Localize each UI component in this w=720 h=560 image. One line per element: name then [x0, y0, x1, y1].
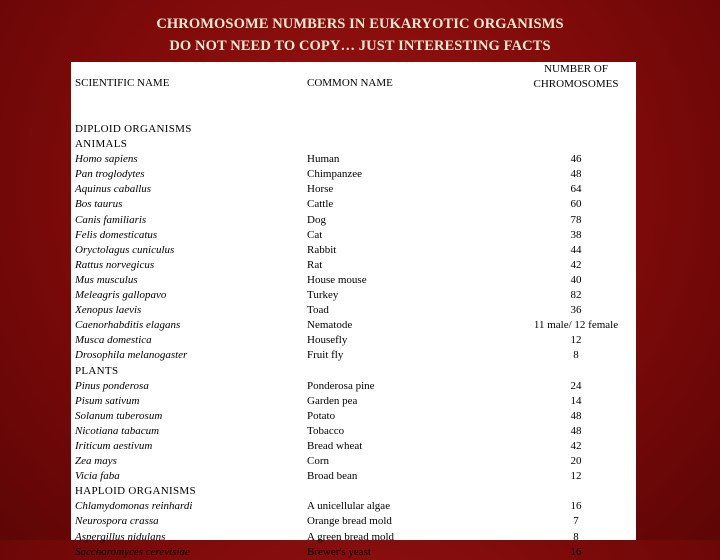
scientific-name-cell: Aquinus caballus: [75, 183, 152, 196]
scientific-name-cell: Xenopus laevis: [75, 304, 142, 317]
chromosome-count-cell: 16: [570, 500, 582, 513]
scientific-name-cell: Aspergillus nidulans: [75, 530, 166, 543]
header-number-line2: CHROMOSOMES: [533, 78, 619, 90]
chromosome-count-cell: 7: [573, 515, 579, 528]
common-name-cell: A unicellular algae: [307, 500, 391, 513]
chromosome-count-cell: 48: [570, 168, 582, 181]
common-name-cell: Garden pea: [307, 394, 358, 407]
table-row: [71, 394, 636, 409]
table-row: [71, 454, 636, 469]
table-row: [71, 288, 636, 303]
table-row: [71, 439, 636, 454]
chromosome-count-cell: 8: [573, 349, 579, 362]
scientific-name-cell: Pisum sativum: [75, 394, 140, 407]
table-row: [71, 318, 636, 333]
scientific-name-cell: Rattus norvegicus: [75, 258, 155, 271]
header-common-name: COMMON NAME: [307, 77, 393, 89]
scientific-name-cell: Meleagris gallopavo: [75, 289, 167, 302]
common-name-cell: Cattle: [307, 198, 334, 211]
table-row: [71, 243, 636, 258]
table-row: [71, 424, 636, 439]
chromosome-count-cell: 44: [570, 243, 582, 256]
scientific-name-cell: Chlamydomonas reinhardi: [75, 500, 193, 513]
chromosome-count-cell: 82: [570, 289, 582, 302]
table-row: [71, 530, 636, 545]
section-row: [71, 137, 636, 152]
scientific-name-cell: Nicotiana tabacum: [75, 424, 160, 437]
common-name-cell: Ponderosa pine: [307, 379, 375, 392]
section-label: PLANTS: [75, 364, 119, 377]
header-scientific-name: SCIENTIFIC NAME: [75, 77, 170, 89]
common-name-cell: Housefly: [307, 334, 348, 347]
table-row: [71, 379, 636, 394]
scientific-name-cell: Solanum tuberosum: [75, 409, 163, 422]
section-row: [71, 364, 636, 379]
common-name-cell: Tobacco: [307, 424, 345, 437]
table-row: [71, 258, 636, 273]
chromosome-count-cell: 16: [570, 545, 582, 558]
scientific-name-cell: Neurospora crassa: [75, 515, 159, 528]
table-row: [71, 152, 636, 167]
common-name-cell: Turkey: [307, 289, 339, 302]
scientific-name-cell: Musca domestica: [75, 334, 152, 347]
section-label: ANIMALS: [75, 138, 128, 151]
common-name-cell: A green bread mold: [307, 530, 395, 543]
chromosome-count-cell: 20: [570, 455, 582, 468]
common-name-cell: Dog: [307, 213, 326, 226]
chromosome-count-cell: 42: [570, 439, 582, 452]
section-label: HAPLOID ORGANISMS: [75, 485, 196, 498]
slide-subtitle: DO NOT NEED TO COPY… JUST INTERESTING FACTS: [169, 38, 551, 54]
table-row: [71, 409, 636, 424]
header-number-line1: NUMBER OF: [544, 63, 608, 75]
table-header: [71, 62, 636, 122]
scientific-name-cell: Drosophila melanogaster: [75, 349, 188, 362]
table-row: [71, 197, 636, 212]
chromosome-count-cell: 46: [570, 153, 582, 166]
common-name-cell: Horse: [307, 183, 334, 196]
section-row: [71, 484, 636, 499]
common-name-cell: Toad: [307, 304, 329, 317]
table-row: [71, 499, 636, 514]
table-body: [71, 122, 636, 560]
scientific-name-cell: Vicia faba: [75, 470, 120, 483]
section-row: [71, 122, 636, 137]
chromosome-count-cell: 78: [570, 213, 582, 226]
common-name-cell: Orange bread mold: [307, 515, 392, 528]
chromosome-count-cell: 48: [570, 424, 582, 437]
common-name-cell: Cat: [307, 228, 323, 241]
chromosome-count-cell: 38: [570, 228, 582, 241]
section-label: DIPLOID ORGANISMS: [75, 123, 192, 135]
scientific-name-cell: Bos taurus: [75, 198, 123, 211]
table-row: [71, 182, 636, 197]
chromosome-count-cell: 60: [570, 198, 582, 211]
table-row: [71, 545, 636, 560]
scientific-name-cell: Pan troglodytes: [75, 168, 145, 181]
common-name-cell: Potato: [307, 409, 336, 422]
chromosome-count-cell: 40: [570, 273, 582, 286]
scientific-name-cell: Mus musculus: [75, 273, 138, 286]
table-row: [71, 213, 636, 228]
slide-title: CHROMOSOME NUMBERS IN EUKARYOTIC ORGANISMS: [156, 16, 564, 32]
scientific-name-cell: Saccharomyces cerevisiae: [75, 545, 190, 558]
common-name-cell: Corn: [307, 455, 329, 468]
table-row: [71, 303, 636, 318]
scientific-name-cell: Homo sapiens: [75, 153, 138, 166]
scientific-name-cell: Pinus ponderosa: [75, 379, 149, 392]
table-row: [71, 514, 636, 529]
table-row: [71, 167, 636, 182]
scientific-name-cell: Caenorhabditis elagans: [75, 319, 181, 332]
table-row: [71, 333, 636, 348]
scientific-name-cell: Felis domesticatus: [75, 228, 158, 241]
scientific-name-cell: Iriticum aestivum: [75, 439, 153, 452]
scientific-name-cell: Zea mays: [75, 455, 117, 468]
common-name-cell: Chimpanzee: [307, 168, 362, 181]
table-row: [71, 348, 636, 363]
common-name-cell: Rabbit: [307, 243, 337, 256]
chromosome-table: [71, 62, 636, 558]
chromosome-count-cell: 42: [570, 258, 582, 271]
common-name-cell: Nematode: [307, 319, 353, 332]
common-name-cell: Brewer's yeast: [307, 545, 371, 558]
chromosome-count-cell: 12: [570, 470, 582, 483]
chromosome-count-cell: 64: [570, 183, 582, 196]
table-row: [71, 273, 636, 288]
common-name-cell: Rat: [307, 258, 323, 271]
chromosome-count-cell: 14: [570, 394, 582, 407]
chromosome-count-cell: 48: [570, 409, 582, 422]
table-row: [71, 228, 636, 243]
header-chromosome-number: [507, 62, 645, 92]
common-name-cell: Human: [307, 153, 340, 166]
chromosome-count-cell: 8: [573, 530, 579, 543]
common-name-cell: House mouse: [307, 273, 367, 286]
scientific-name-cell: Canis familiaris: [75, 213, 147, 226]
chromosome-count-cell: 12: [570, 334, 582, 347]
scientific-name-cell: Oryctolagus cuniculus: [75, 243, 175, 256]
common-name-cell: Broad bean: [307, 470, 358, 483]
chromosome-count-cell: 36: [570, 304, 582, 317]
chromosome-count-cell: 24: [570, 379, 582, 392]
chromosome-count-cell: 11 male/ 12 female: [533, 319, 619, 332]
table-row: [71, 469, 636, 484]
common-name-cell: Bread wheat: [307, 439, 363, 452]
common-name-cell: Fruit fly: [307, 349, 344, 362]
